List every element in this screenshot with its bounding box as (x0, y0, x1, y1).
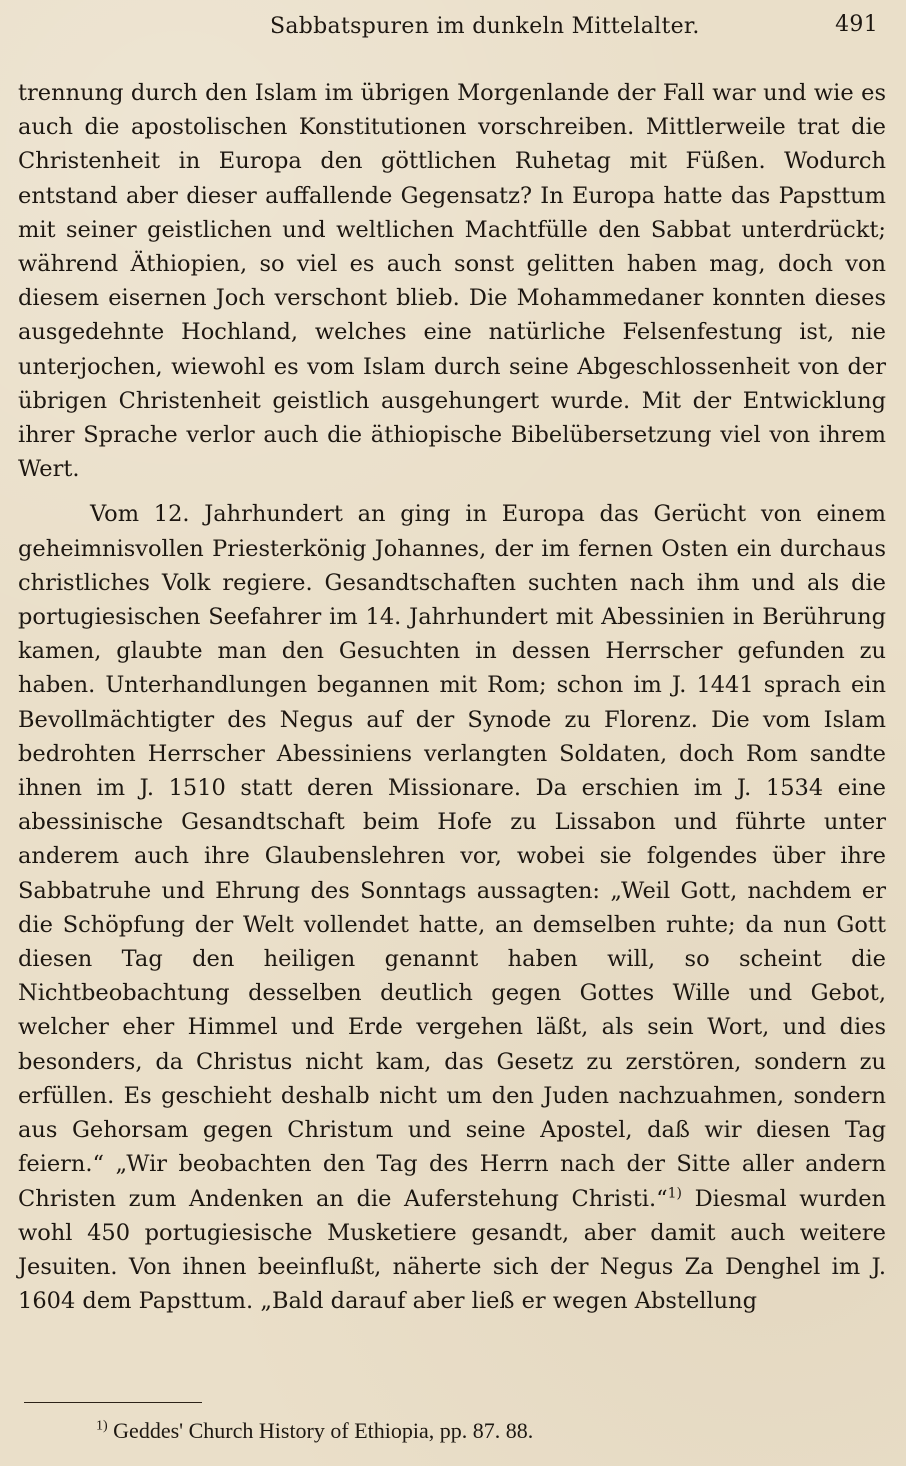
page-number: 491 (835, 12, 878, 37)
running-head: Sabbatspuren im dunkeln Mittelalter. (270, 14, 700, 39)
body-text (18, 76, 886, 1318)
paragraph-2-tail: Diesmal wurden wohl 450 portugiesische Musketiere gesandt, aber damit auch weitere Jesuiten. Von ihnen beeinflußt, näherte sich der Negus Za Denghel im J. 1604 dem Papsttum. „Bald darauf aber ließ er wegen Abstellung (18, 1185, 887, 1315)
paragraph-2-text: Vom 12. Jahrhundert an ging in Europa das Gerücht von einem geheimnisvollen Priesterkönig Johannes, der im fernen Osten ein durchaus christliches Volk regiere. Gesandtschaften suchten nach ihm und als die portugiesischen Seefahrer im 14. Jahrhundert mit Abessinien in Berührung kamen, glaubte man den Gesuchten in dessen Herrscher gefunden zu haben. Unterhandlungen begannen mit Rom; schon im J. 1441 sprach ein Bevollmächtigter des Negus auf der Synode zu Florenz. Die vom Islam bedrohten Herrscher Abessiniens verlangten Soldaten, doch Rom sandte ihnen im J. 1510 statt deren Missionare. Da erschien im J. 1534 eine abessinische Gesandtschaft beim Hofe zu Lissabon und führte unter anderem auch ihre Glaubenslehren vor, wobei sie folgendes über ihre Sabbatruhe und Ehrung des Sonntags aussagten: „Weil Gott, nachdem er die Schöpfung der Welt vollendet hatte, an demselben ruhte; da nun Gott diesen Tag den heiligen genannt haben will, so scheint die Nichtbeobachtung desselben deutlich gegen Gottes Wille und Gebot, welcher eher Himmel und Erde vergehen läßt, als sein Wort, und dies besonders, da Christus nicht kam, das Gesetz zu zerstören, sondern zu erfüllen. Es geschieht deshalb nicht um den Juden nachzuahmen, sondern aus Gehorsam gegen Christum und seine Apostel, daß wir diesen Tag feiern.“ „Wir beobachten den Tag des Herrn nach der Sitte aller andern Christen zum Andenken an die Auferstehung Christi.“ (18, 501, 886, 1212)
footnote-rule (24, 1402, 202, 1403)
paragraph-1-text: trennung durch den Islam im übrigen Morgenlande der Fall war und wie es auch die apostolischen Konstitutionen vorschreiben. Mittlerweile trat die Christenheit in Europa den göttlichen Ruhetag mit Füßen. Wodurch entstand aber dieser auffallende Gegensatz? In Europa hatte das Papsttum mit seiner geistlichen und weltlichen Machtfülle den Sabbat unterdrückt; während Äthiopien, so viel es auch sonst gelitten haben mag, doch von diesem eisernen Joch verschont blieb. Die Mohammedaner konnten dieses ausgedehnte Hochland, welches eine natürliche Felsenfestung ist, nie unterjochen, wiewohl es vom Islam durch seine Abgeschlossenheit von der übrigen Christenheit geistlich ausgehungert wurde. Mit der Entwicklung ihrer Sprache verlor auch die äthiopische Bibelübersetzung viel von ihrem Wert. (18, 80, 886, 483)
footnote-reference: 1) (667, 1185, 683, 1201)
paragraph-2 (18, 497, 886, 1318)
page-header (18, 8, 886, 44)
footnote-text: Geddes' Church History of Ethiopia, pp. 87. 88. (113, 1418, 534, 1443)
footnote-marker: 1) (96, 1418, 108, 1434)
footnote (96, 1418, 533, 1444)
paragraph-1 (18, 76, 886, 486)
